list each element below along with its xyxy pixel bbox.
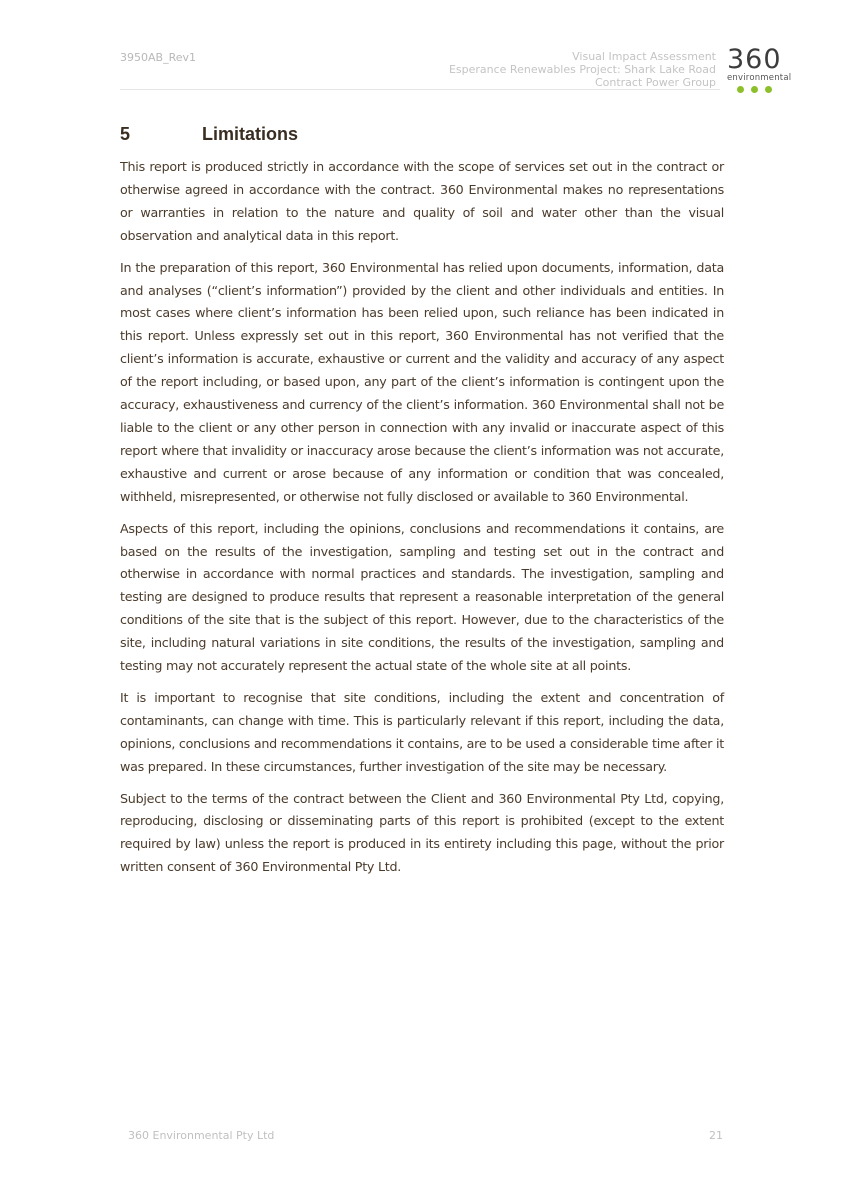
logo-dot bbox=[765, 86, 772, 93]
header-client-name: Contract Power Group bbox=[594, 76, 716, 89]
body-text bbox=[120, 156, 724, 888]
paragraph: In the preparation of this report, 360 Environmental has relied upon documents, information, data and analyses (“client’s information”) provided by the client and other individuals and entities. In most cases where client’s information has been relied upon, such reliance has been indicated in this report. Unless expressly set out in this report, 360 Environmental has not verified that the client’s information is accurate, exhaustive or current and the validity and accuracy of any aspect of the report including, or based upon, any part of the client’s information is contingent upon the accuracy, exhaustiveness and currency of the client’s information. 360 Environmental shall not be liable to the client or any other person in connection with any invalid or inaccurate aspect of this report where that invalidity or inaccuracy arose because the client’s information was not accurate, exhaustive and current or arose because of any information or condition that was concealed, withheld, misrepresented, or otherwise not fully disclosed or available to 360 Environmental. bbox=[120, 259, 724, 504]
logo-number: 360 bbox=[727, 44, 782, 75]
paragraph: Aspects of this report, including the opinions, conclusions and recommendations it contains, are based on the results of the investigation, sampling and testing set out in the contract and otherwise in accordance with normal practices and standards. The investigation, sampling and testing are designed to produce results that represent a reasonable interpretation of the general conditions of the site that is the subject of this report. However, due to the characteristics of the site, including natural variations in site conditions, the results of the investigation, sampling and testing may not accurately represent the actual state of the whole site at all points. bbox=[120, 520, 724, 674]
section-number: 5 bbox=[120, 124, 131, 144]
document-reference: 3950AB_Rev1 bbox=[120, 51, 196, 64]
page-number: 21 bbox=[709, 1129, 723, 1142]
section-title: Limitations bbox=[202, 124, 299, 144]
footer-company: 360 Environmental Pty Ltd bbox=[128, 1129, 275, 1142]
logo-dot bbox=[737, 86, 744, 93]
paragraph: This report is produced strictly in accordance with the scope of services set out in the contract or otherwise agreed in accordance with the contract. 360 Environmental makes no representations or warranties in relation to the nature and quality of soil and water other than the visual observation and analytical data in this report. bbox=[120, 159, 724, 243]
paragraph: Subject to the terms of the contract between the Client and 360 Environmental Pty Ltd, copying, reproducing, disclosing or disseminating parts of this report is prohibited (except to the extent required by law) unless the report is produced in its entirety including this page, without the prior written consent of 360 Environmental Pty Ltd. bbox=[120, 790, 724, 875]
paragraph: It is important to recognise that site conditions, including the extent and concentration of contaminants, can change with time. This is particularly relevant if this report, including the data, opinions, conclusions and recommendations it contains, are to be used a considerable time after it was prepared. In these circumstances, further investigation of the site may be necessary. bbox=[120, 689, 724, 774]
header-report-title: Visual Impact Assessment bbox=[572, 50, 716, 63]
section-heading bbox=[120, 124, 298, 145]
header-divider bbox=[120, 89, 720, 90]
logo-dots-icon bbox=[737, 86, 805, 93]
header-project-info bbox=[449, 50, 716, 89]
logo-dot bbox=[751, 86, 758, 93]
header-project-name: Esperance Renewables Project: Shark Lake Road bbox=[448, 63, 716, 76]
logo-wordmark: environmental bbox=[727, 73, 792, 83]
company-logo bbox=[727, 44, 805, 96]
